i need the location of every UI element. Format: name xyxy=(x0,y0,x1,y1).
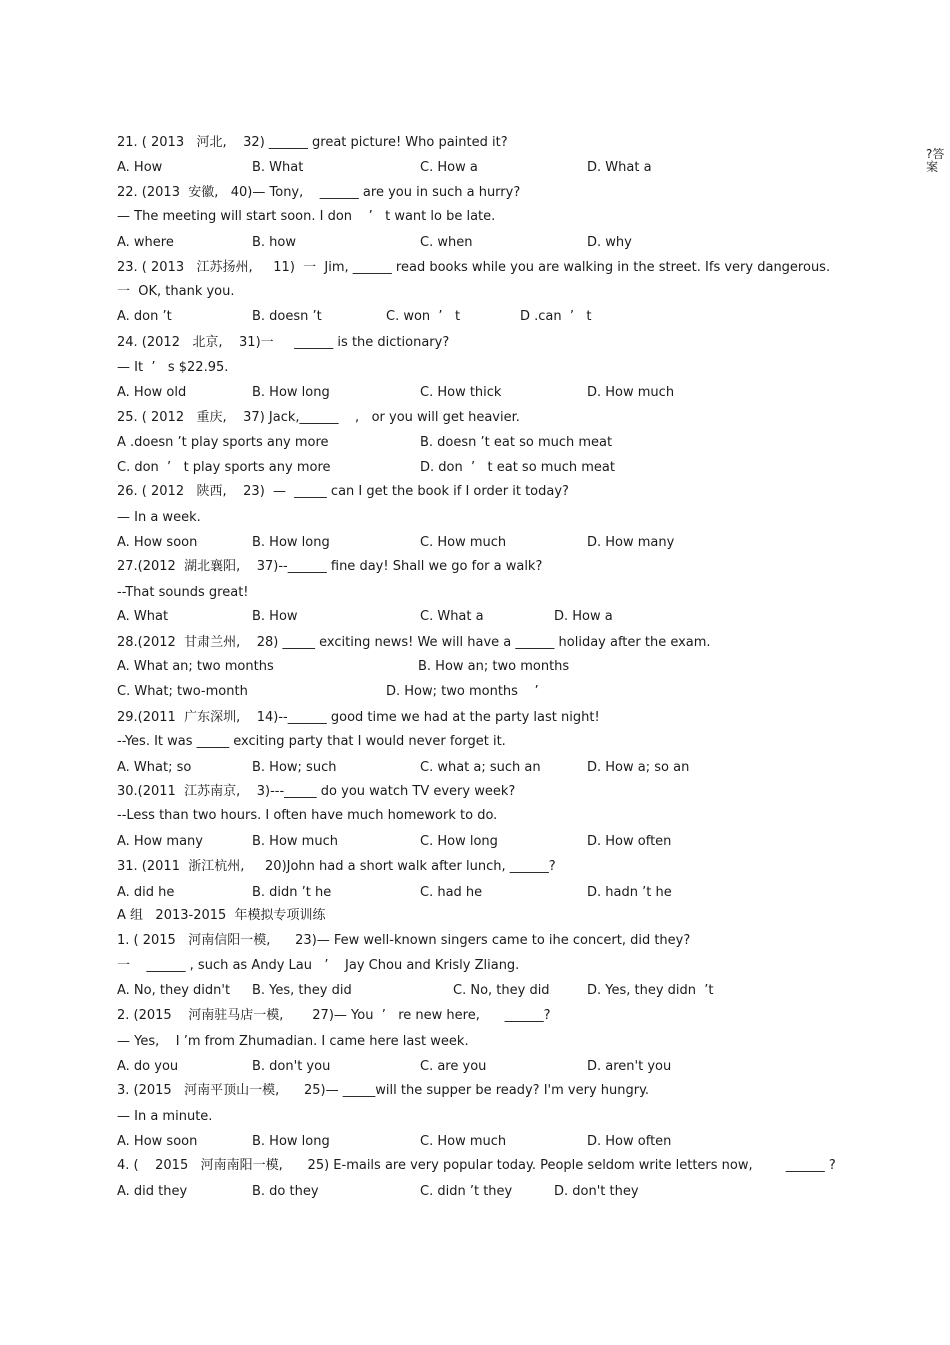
question-line: — Yes, I ’m from Zhumadian. I came here last week. xyxy=(117,1034,469,1049)
answer-option: B. doesn ’t xyxy=(252,309,322,324)
answer-option: D. How a; so an xyxy=(587,760,690,775)
answer-option: C. didn ’t they xyxy=(420,1184,513,1199)
answer-option: C. How much xyxy=(420,535,507,550)
answer-option: C. What; two-month xyxy=(117,684,248,699)
answer-option: B. do they xyxy=(252,1184,319,1199)
answer-option: C. What a xyxy=(420,609,484,624)
answer-option: B. didn ’t he xyxy=(252,885,332,900)
question-line: 28.(2012 甘肃兰州, 28) _____ exciting news! We will have a ______ holiday after the exam. xyxy=(117,635,711,650)
question-line: — In a week. xyxy=(117,510,201,525)
answer-option: D. How; two months ’ xyxy=(386,684,539,699)
question-line: 29.(2011 广东深圳, 14)--______ good time we had at the party last night! xyxy=(117,710,600,725)
answer-option: C. No, they did xyxy=(453,983,550,998)
question-line: --Less than two hours. I often have much homework to do. xyxy=(117,808,498,823)
answer-option: A. How soon xyxy=(117,535,198,550)
question-line: 3. (2015 河南平顶山一模, 25)— _____will the supper be ready? I'm very hungry. xyxy=(117,1083,650,1098)
question-line: 1. ( 2015 河南信阳一模, 23)— Few well-known singers came to ihe concert, did they? xyxy=(117,933,691,948)
answer-option: C. had he xyxy=(420,885,483,900)
answer-option: D. don't they xyxy=(554,1184,639,1199)
answer-option: A .doesn ’t play sports any more xyxy=(117,435,329,450)
question-line: 24. (2012 北京, 31)一 ______ is the dictionary? xyxy=(117,335,450,350)
question-line: 21. ( 2013 河北, 32) ______ great picture! Who painted it? xyxy=(117,135,508,150)
answer-option: D. How often xyxy=(587,1134,672,1149)
answer-option: A. don ’t xyxy=(117,309,172,324)
answer-option: D .can ’ t xyxy=(520,309,592,324)
answer-option: D. don ’ t eat so much meat xyxy=(420,460,615,475)
question-line: 30.(2011 江苏南京, 3)---_____ do you watch TV every week? xyxy=(117,784,516,799)
answer-option: B. don't you xyxy=(252,1059,331,1074)
question-line: 31. (2011 浙江杭州, 20)John had a short walk after lunch, ______? xyxy=(117,859,556,874)
answer-option: C. How a xyxy=(420,160,478,175)
answer-option: B. How long xyxy=(252,535,330,550)
answer-option: A. where xyxy=(117,235,174,250)
answer-option: D. hadn ’t he xyxy=(587,885,672,900)
answer-option: D. How many xyxy=(587,535,675,550)
question-line: A 组 2013-2015 年模拟专项训练 xyxy=(117,908,326,923)
answer-option: A. No, they didn't xyxy=(117,983,231,998)
question-line: 一 ______ , such as Andy Lau ’ Jay Chou and Krisly Zliang. xyxy=(117,958,520,973)
answer-option: B. How an; two months xyxy=(418,659,570,674)
answer-option: D. Yes, they didn ’t xyxy=(587,983,714,998)
answer-option: C. don ’ t play sports any more xyxy=(117,460,331,475)
question-line: 26. ( 2012 陕西, 23) — _____ can I get the book if I order it today? xyxy=(117,484,569,499)
question-line: 22. (2013 安徽, 40)— Tony, ______ are you in such a hurry? xyxy=(117,185,521,200)
answer-option: B. How much xyxy=(252,834,338,849)
answer-option: D. What a xyxy=(587,160,652,175)
answer-option: A. What; so xyxy=(117,760,192,775)
side-note: ?答 案 xyxy=(926,147,945,174)
question-line: 4. ( 2015 河南南阳一模, 25) E-mails are very popular today. People seldom write letters now, ______ ? xyxy=(117,1158,836,1173)
answer-option: D. aren't you xyxy=(587,1059,672,1074)
question-line: --That sounds great! xyxy=(117,585,249,600)
answer-option: C. How long xyxy=(420,834,498,849)
question-line: 25. ( 2012 重庆, 37) Jack,______ , or you will get heavier. xyxy=(117,410,520,425)
answer-option: B. How; such xyxy=(252,760,337,775)
answer-option: D. How often xyxy=(587,834,672,849)
question-line: 23. ( 2013 江苏扬州, 11) 一 Jim, ______ read books while you are walking in the street. Ifs very dangerous. xyxy=(117,260,831,275)
question-line: — In a minute. xyxy=(117,1109,213,1124)
question-line: --Yes. It was _____ exciting party that I would never forget it. xyxy=(117,734,506,749)
answer-option: B. How long xyxy=(252,385,330,400)
answer-option: C. when xyxy=(420,235,473,250)
answer-option: C. won ’ t xyxy=(386,309,461,324)
question-line: — The meeting will start soon. I don ’ t want lo be late. xyxy=(117,209,496,224)
answer-option: B. how xyxy=(252,235,297,250)
answer-option: C. are you xyxy=(420,1059,487,1074)
question-line: 一 OK, thank you. xyxy=(117,284,235,299)
answer-option: A. How soon xyxy=(117,1134,198,1149)
answer-option: D. How much xyxy=(587,385,675,400)
answer-option: C. How thick xyxy=(420,385,502,400)
answer-option: C. what a; such an xyxy=(420,760,541,775)
answer-option: A. do you xyxy=(117,1059,179,1074)
answer-option: A. How old xyxy=(117,385,187,400)
question-line: 27.(2012 湖北襄阳, 37)--______ fine day! Shall we go for a walk? xyxy=(117,559,543,574)
answer-option: D. How a xyxy=(554,609,613,624)
answer-option: A. did he xyxy=(117,885,175,900)
answer-option: B. doesn ’t eat so much meat xyxy=(420,435,613,450)
question-line: 2. (2015 河南驻马店一模, 27)— You ’ re new here, ______? xyxy=(117,1008,551,1023)
question-line: — It ’ s $22.95. xyxy=(117,360,229,375)
answer-option: A. What an; two months xyxy=(117,659,274,674)
answer-option: A. How xyxy=(117,160,163,175)
answer-option: D. why xyxy=(587,235,632,250)
answer-option: A. did they xyxy=(117,1184,188,1199)
answer-option: B. How long xyxy=(252,1134,330,1149)
answer-option: A. How many xyxy=(117,834,203,849)
answer-option: B. Yes, they did xyxy=(252,983,352,998)
answer-option: B. How xyxy=(252,609,298,624)
answer-option: A. What xyxy=(117,609,169,624)
answer-option: C. How much xyxy=(420,1134,507,1149)
answer-option: B. What xyxy=(252,160,304,175)
